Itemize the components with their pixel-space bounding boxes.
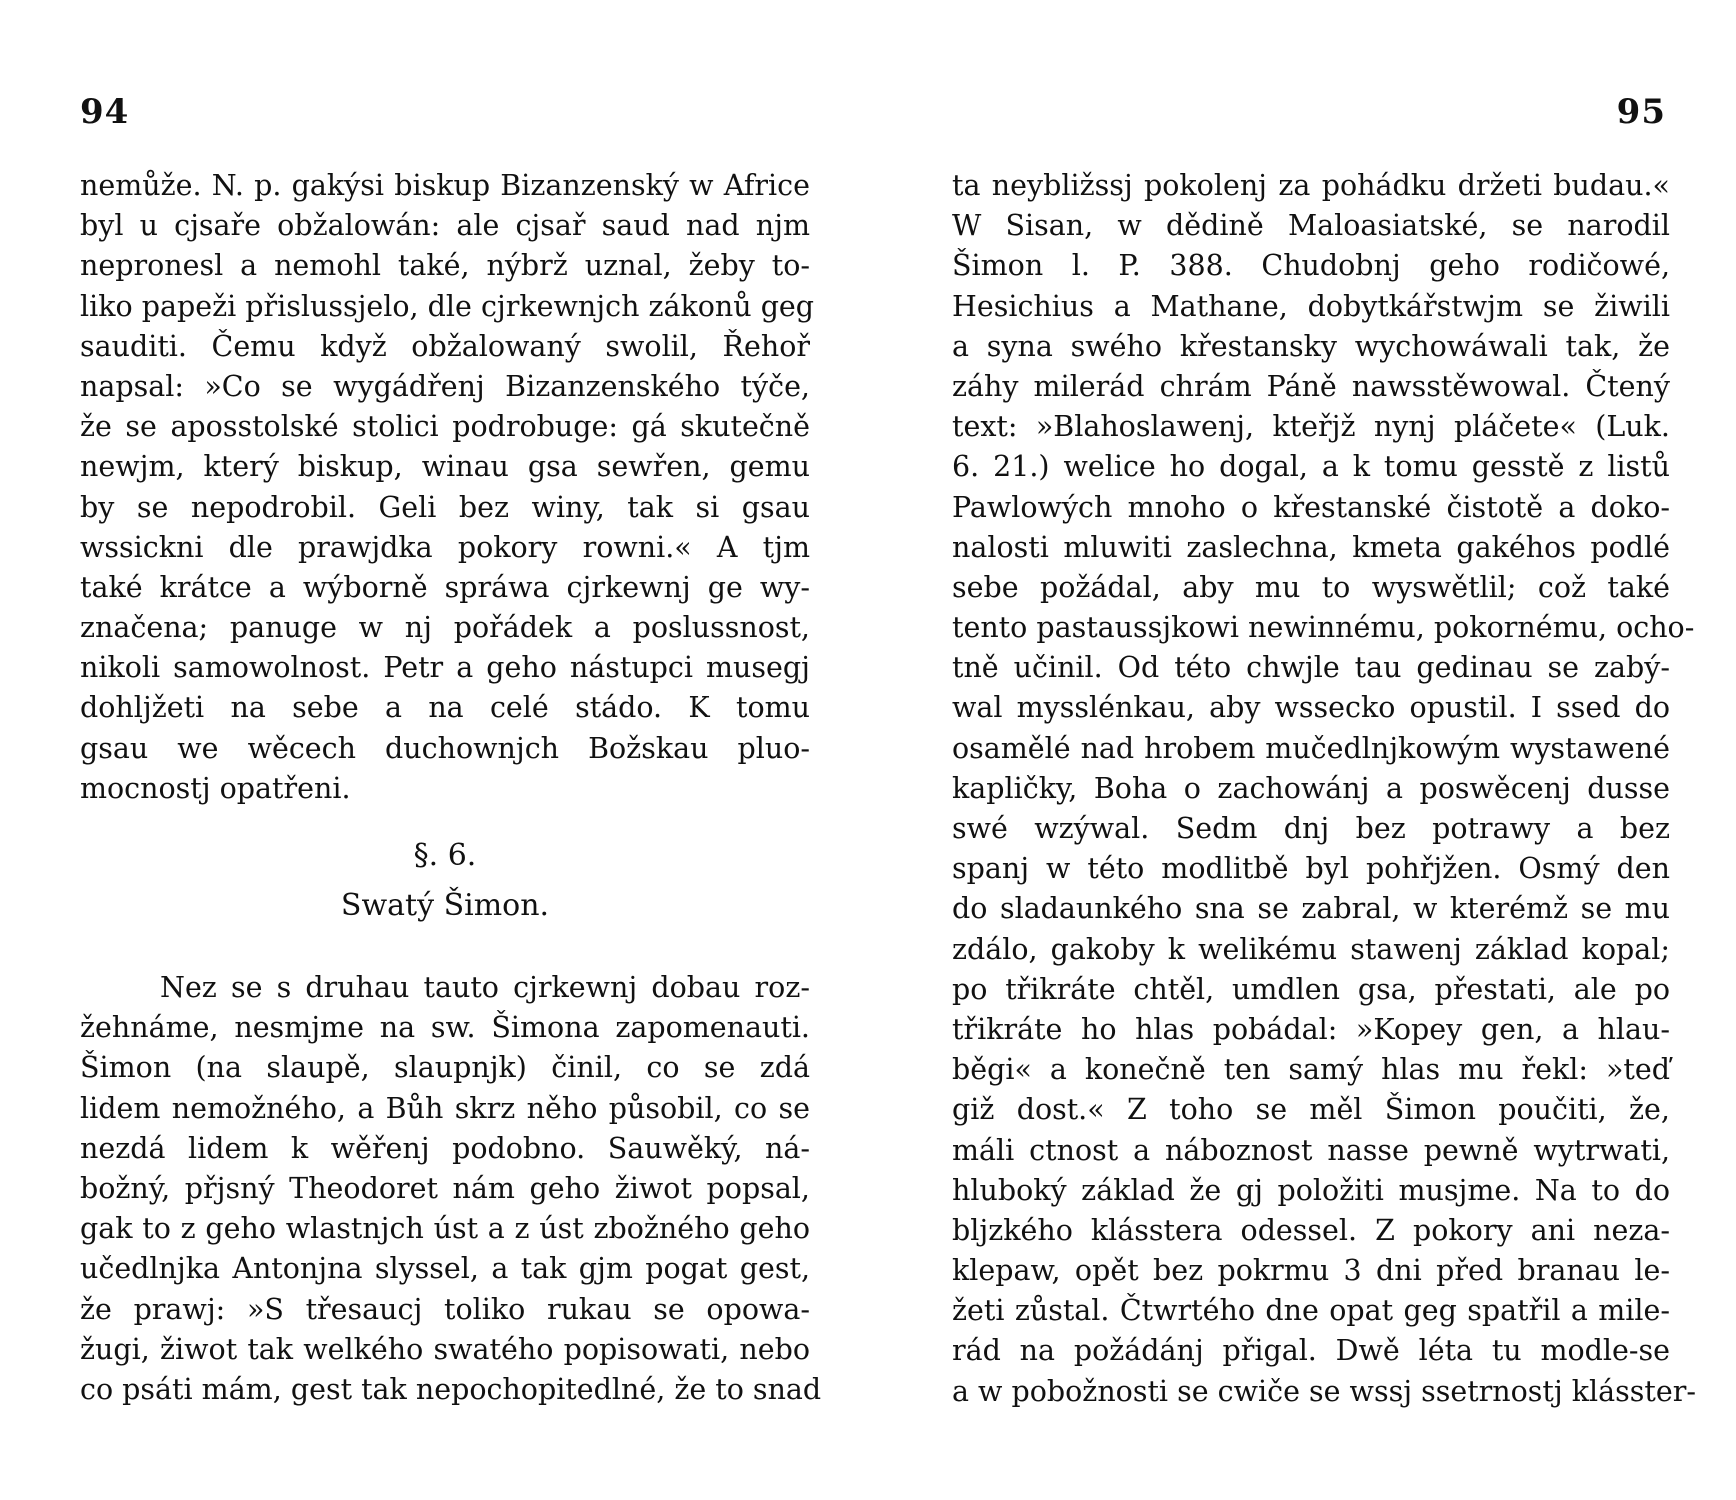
text-line: nikoli samowolnost. Petr a geho nástupci musegj [80, 651, 810, 685]
text-line: Pawlowých mnoho o křestanské čistotě a doko- [952, 490, 1670, 524]
text-line: máli ctnost a náboznost nasse pewně wytrwati, [952, 1133, 1670, 1167]
text-line: gak to z geho wlastnjch úst a z úst zbožného geho [80, 1212, 810, 1246]
text-line: značena; panuge w nj pořádek a poslussnost, [80, 611, 810, 645]
text-line: žeti zůstal. Čtwrtého dne opat geg spatřil a mile- [952, 1294, 1670, 1328]
text-line: Nez se s druhau tauto cjrkewnj dobau roz- [160, 971, 810, 1004]
text-line: sebe požádal, aby mu to wyswětlil; což také [952, 570, 1670, 604]
text-line: záhy milerád chrám Páně nawsstěwowal. Čtený [952, 369, 1670, 403]
text-line: dohljžeti na sebe a na celé stádo. K tomu [80, 691, 810, 725]
text-line: také krátce a wýborně spráwa cjrkewnj ge wy- [80, 570, 810, 604]
page-number: 94 [80, 92, 130, 132]
text-line: učedlnjka Antonjna slyssel, a tak gjm pogat gest, [80, 1252, 810, 1286]
text-line: nemůže. N. p. gakýsi biskup Bizanzenský w Africe [80, 169, 810, 202]
text-line: zdálo, gakoby k welikému stawenj základ kopal; [952, 932, 1670, 966]
text-line: sauditi. Čemu když obžalowaný swolil, Řehoř [80, 329, 810, 363]
text-line: swé wzýwal. Sedm dnj bez potrawy a bez [952, 812, 1670, 845]
text-line: ta neybližssj pokolenj za pohádku držeti budau.« [952, 169, 1670, 202]
section-title: Swatý Šimon. [340, 888, 550, 923]
text-line: hluboký základ že gj položiti musjme. Na to do [952, 1173, 1670, 1207]
text-line: co psáti mám, gest tak nepochopitedlné, že to snad [80, 1372, 822, 1406]
text-line: giž dost.« Z toho se měl Šimon poučiti, že, [952, 1093, 1670, 1127]
text-line: božný, přjsný Theodoret nám geho žiwot popsal, [80, 1171, 810, 1205]
text-line: gsau we wěcech duchownjch Božskau pluo- [80, 731, 810, 765]
text-line: žugi, žiwot tak welkého swatého popisowati, nebo [80, 1332, 810, 1366]
text-line: osamělé nad hrobem mučedlnjkowým wystawené [952, 731, 1670, 765]
text-line: text: »Blahoslawenj, kteřjž nynj pláčete« (Luk. [952, 410, 1670, 444]
text-line: nepronesl a nemohl také, nýbrž uznal, žeby to- [80, 249, 810, 283]
text-line: do sladaunkého sna se zabral, w kterémž se mu [952, 892, 1670, 926]
text-line: nalosti mluwiti zaslechna, kmeta gakéhos podlé [952, 530, 1670, 564]
text-line: 6. 21.) welice ho dogal, a k tomu gesstě z listů [952, 450, 1670, 484]
text-line: že prawj: »S třesaucj toliko rukau se opowa- [80, 1292, 810, 1326]
page-number: 95 [1616, 92, 1666, 132]
section-number: §. 6. [413, 838, 477, 873]
text-line: wal mysslénkau, aby wssecko opustil. I ssed do [952, 691, 1670, 725]
text-line: spanj w této modlitbě byl pohřjžen. Osmý den [952, 852, 1670, 886]
text-line: Hesichius a Mathane, dobytkářstwjm se žiwili [952, 289, 1670, 323]
text-line: a w pobožnosti se cwiče se wssj ssetrnostj klásster- [952, 1374, 1696, 1408]
text-line: třikráte ho hlas pobádal: »Kopey gen, a hlau- [952, 1012, 1670, 1046]
text-line: by se nepodrobil. Geli bez winy, tak si gsau [80, 490, 810, 524]
text-line: klepaw, opět bez pokrmu 3 dni před branau le- [952, 1254, 1670, 1288]
text-line: že se aposstolské stolici podrobuge: gá skutečně [80, 410, 810, 444]
text-line: a syna swého křestansky wychowáwali tak, že [952, 329, 1670, 363]
text-line: lidem nemožného, a Bůh skrz něho působil, co se [80, 1091, 810, 1125]
text-line: liko papeži přislussjelo, dle cjrkewnjch zákonů geg [80, 289, 815, 323]
text-line: běgi« a konečně ten samý hlas mu řekl: »teď [952, 1053, 1670, 1087]
text-line: Šimon (na slaupě, slaupnjk) činil, co se zdá [80, 1051, 810, 1085]
text-line: newjm, který biskup, winau gsa sewřen, gemu [80, 450, 810, 484]
text-line: po třikráte chtěl, umdlen gsa, přestati, ale po [952, 972, 1670, 1006]
text-line: tně učinil. Od této chwjle tau gedinau se zabý- [952, 651, 1670, 685]
left-paragraph-2 [80, 968, 822, 1410]
text-line: nezdá lidem k wěřenj podobno. Sauwěký, ná- [80, 1131, 810, 1165]
left-paragraph-1 [80, 166, 815, 809]
text-line: rád na požádánj přigal. Dwě léta tu modle-se [952, 1334, 1670, 1368]
text-line: wssickni dle prawjdka pokory rowni.« A tjm [80, 530, 810, 564]
text-line: tento pastaussjkowi newinnému, pokornému, ocho- [952, 611, 1695, 645]
text-line: bljzkého klásstera odessel. Z pokory ani neza- [952, 1213, 1670, 1247]
text-line: W Sisan, w dědině Maloasiatské, se narodil [952, 209, 1670, 243]
text-line: Šimon l. P. 388. Chudobnj geho rodičowé, [952, 249, 1670, 283]
text-line: mocnostj opatřeni. [80, 771, 351, 805]
right-page [868, 0, 1736, 1500]
text-line: napsal: »Co se wygádřenj Bizanzenského týče, [80, 369, 810, 403]
text-line: byl u cjsaře obžalowán: ale cjsař saud nad njm [80, 209, 810, 243]
text-line: žehnáme, nesmjme na sw. Šimona zapomenauti. [80, 1011, 810, 1045]
right-paragraph-1 [952, 166, 1696, 1412]
text-line: kapličky, Boha o zachowánj a poswěcenj dusse [952, 771, 1670, 805]
